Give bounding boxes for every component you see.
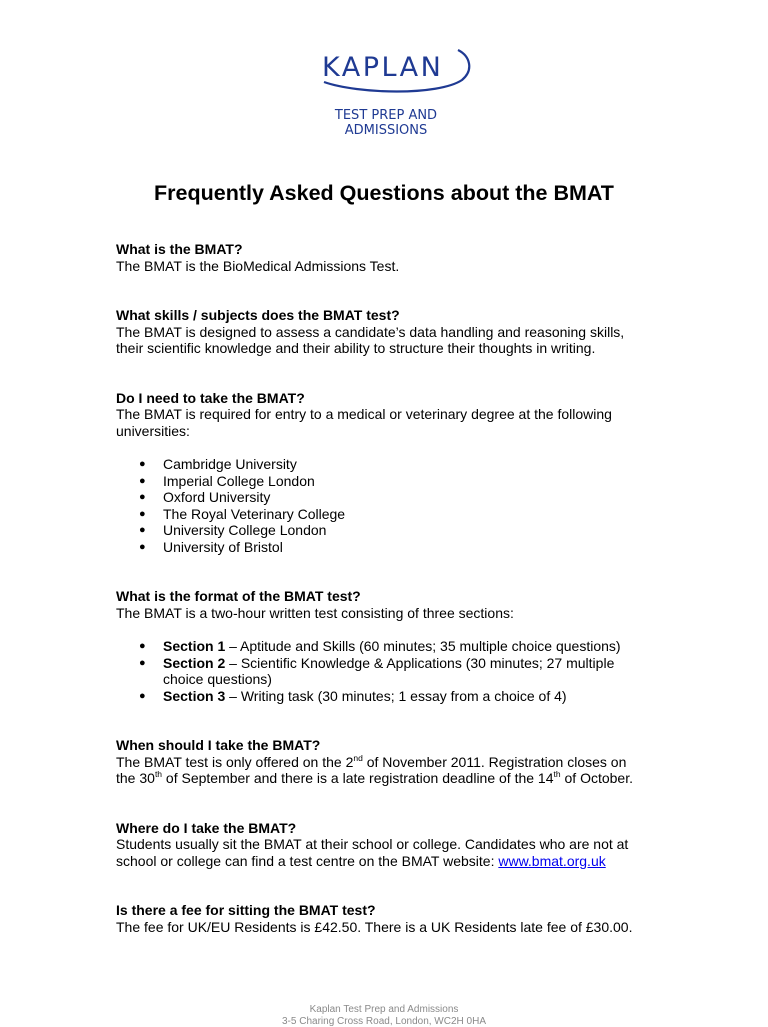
page-title: Frequently Asked Questions about the BMAT — [154, 181, 614, 205]
faq-answer-3-line2: universities: — [116, 422, 190, 439]
bullet-icon: ● — [139, 507, 146, 520]
faq-question-4: What is the format of the BMAT test? — [116, 588, 361, 604]
faq-question-7: Is there a fee for sitting the BMAT test? — [116, 902, 376, 918]
faq-content — [116, 241, 656, 935]
faq-question-2: What skills / subjects does the BMAT test? — [116, 307, 400, 323]
faq-answer-2-line2: their scientific knowledge and their ability to structure their thoughts in writing. — [116, 340, 596, 356]
list-item: ● University College London — [139, 522, 327, 538]
bullet-icon: ● — [139, 540, 146, 553]
bullet-icon: ● — [139, 640, 146, 652]
faq-answer-6-line1: Students usually sit the BMAT at their school or college. Candidates who are not at — [116, 836, 629, 852]
bmat-website-link[interactable]: www.bmat.org.uk — [498, 852, 606, 869]
logo-subtitle-line2: ADMISSIONS — [344, 123, 428, 138]
faq-answer-6-line2: school or college can find a test centre on the BMAT website: www.bmat.org.uk — [116, 852, 606, 869]
kaplan-logo — [318, 46, 478, 141]
list-item: ● The Royal Veterinary College — [139, 505, 346, 522]
faq-question-3: Do I need to take the BMAT? — [116, 389, 305, 406]
list-item: ● Imperial College London — [139, 472, 315, 489]
bullet-icon: ● — [139, 474, 146, 487]
list-item: ● Section 2 – Scientific Knowledge & Applications (30 minutes; 27 multiple choice questions) — [139, 654, 615, 687]
faq-question-1: What is the BMAT? — [116, 241, 243, 257]
logo-subtitle-line1: TEST PREP AND — [334, 108, 438, 123]
faq-answer-1: The BMAT is the BioMedical Admissions Test. — [116, 257, 400, 274]
faq-answer-4: The BMAT is a two-hour written test consisting of three sections: — [116, 604, 514, 621]
faq-answer-7: The fee for UK/EU Residents is £42.50. There is a UK Residents late fee of £30.00. — [116, 918, 633, 935]
list-item: ● Section 3 – Writing task (30 minutes; 1 essay from a choice of 4) — [139, 687, 567, 704]
faq-answer-2-line1: The BMAT is designed to assess a candidate’s data handling and reasoning skills, — [116, 323, 625, 340]
list-item: ● University of Bristol — [139, 538, 283, 555]
faq-question-5: When should I take the BMAT? — [116, 737, 321, 753]
bullet-icon: ● — [139, 524, 146, 536]
bullet-icon: ● — [139, 491, 146, 503]
list-item: ● Section 1 – Aptitude and Skills (60 minutes; 35 multiple choice questions) — [139, 638, 621, 654]
section-label: Section 2 — [163, 654, 226, 671]
list-item: ● Cambridge University — [139, 456, 297, 472]
faq-question-6: Where do I take the BMAT? — [116, 819, 297, 836]
footer-address: 3-5 Charing Cross Road, London, WC2H 0HA — [282, 1016, 486, 1027]
footer-company: Kaplan Test Prep and Admissions — [309, 1004, 459, 1015]
bullet-icon: ● — [139, 689, 146, 702]
logo-brand-text: KAPLAN — [322, 52, 444, 83]
faq-answer-5-line1: The BMAT test is only offered on the 2nd of November 2011. Registration closes on — [116, 752, 627, 770]
section-label: Section 3 — [163, 687, 226, 704]
section-label: Section 1 — [163, 638, 226, 654]
university-list — [116, 456, 656, 555]
bullet-icon: ● — [139, 656, 146, 669]
list-item: ● Oxford University — [139, 489, 271, 505]
bullet-icon: ● — [139, 458, 146, 470]
faq-answer-3-line1: The BMAT is required for entry to a medical or veterinary degree at the following — [116, 406, 612, 422]
faq-answer-5-line2: the 30th of September and there is a late registration deadline of the 14th of October. — [116, 769, 633, 786]
section-list — [116, 638, 656, 704]
